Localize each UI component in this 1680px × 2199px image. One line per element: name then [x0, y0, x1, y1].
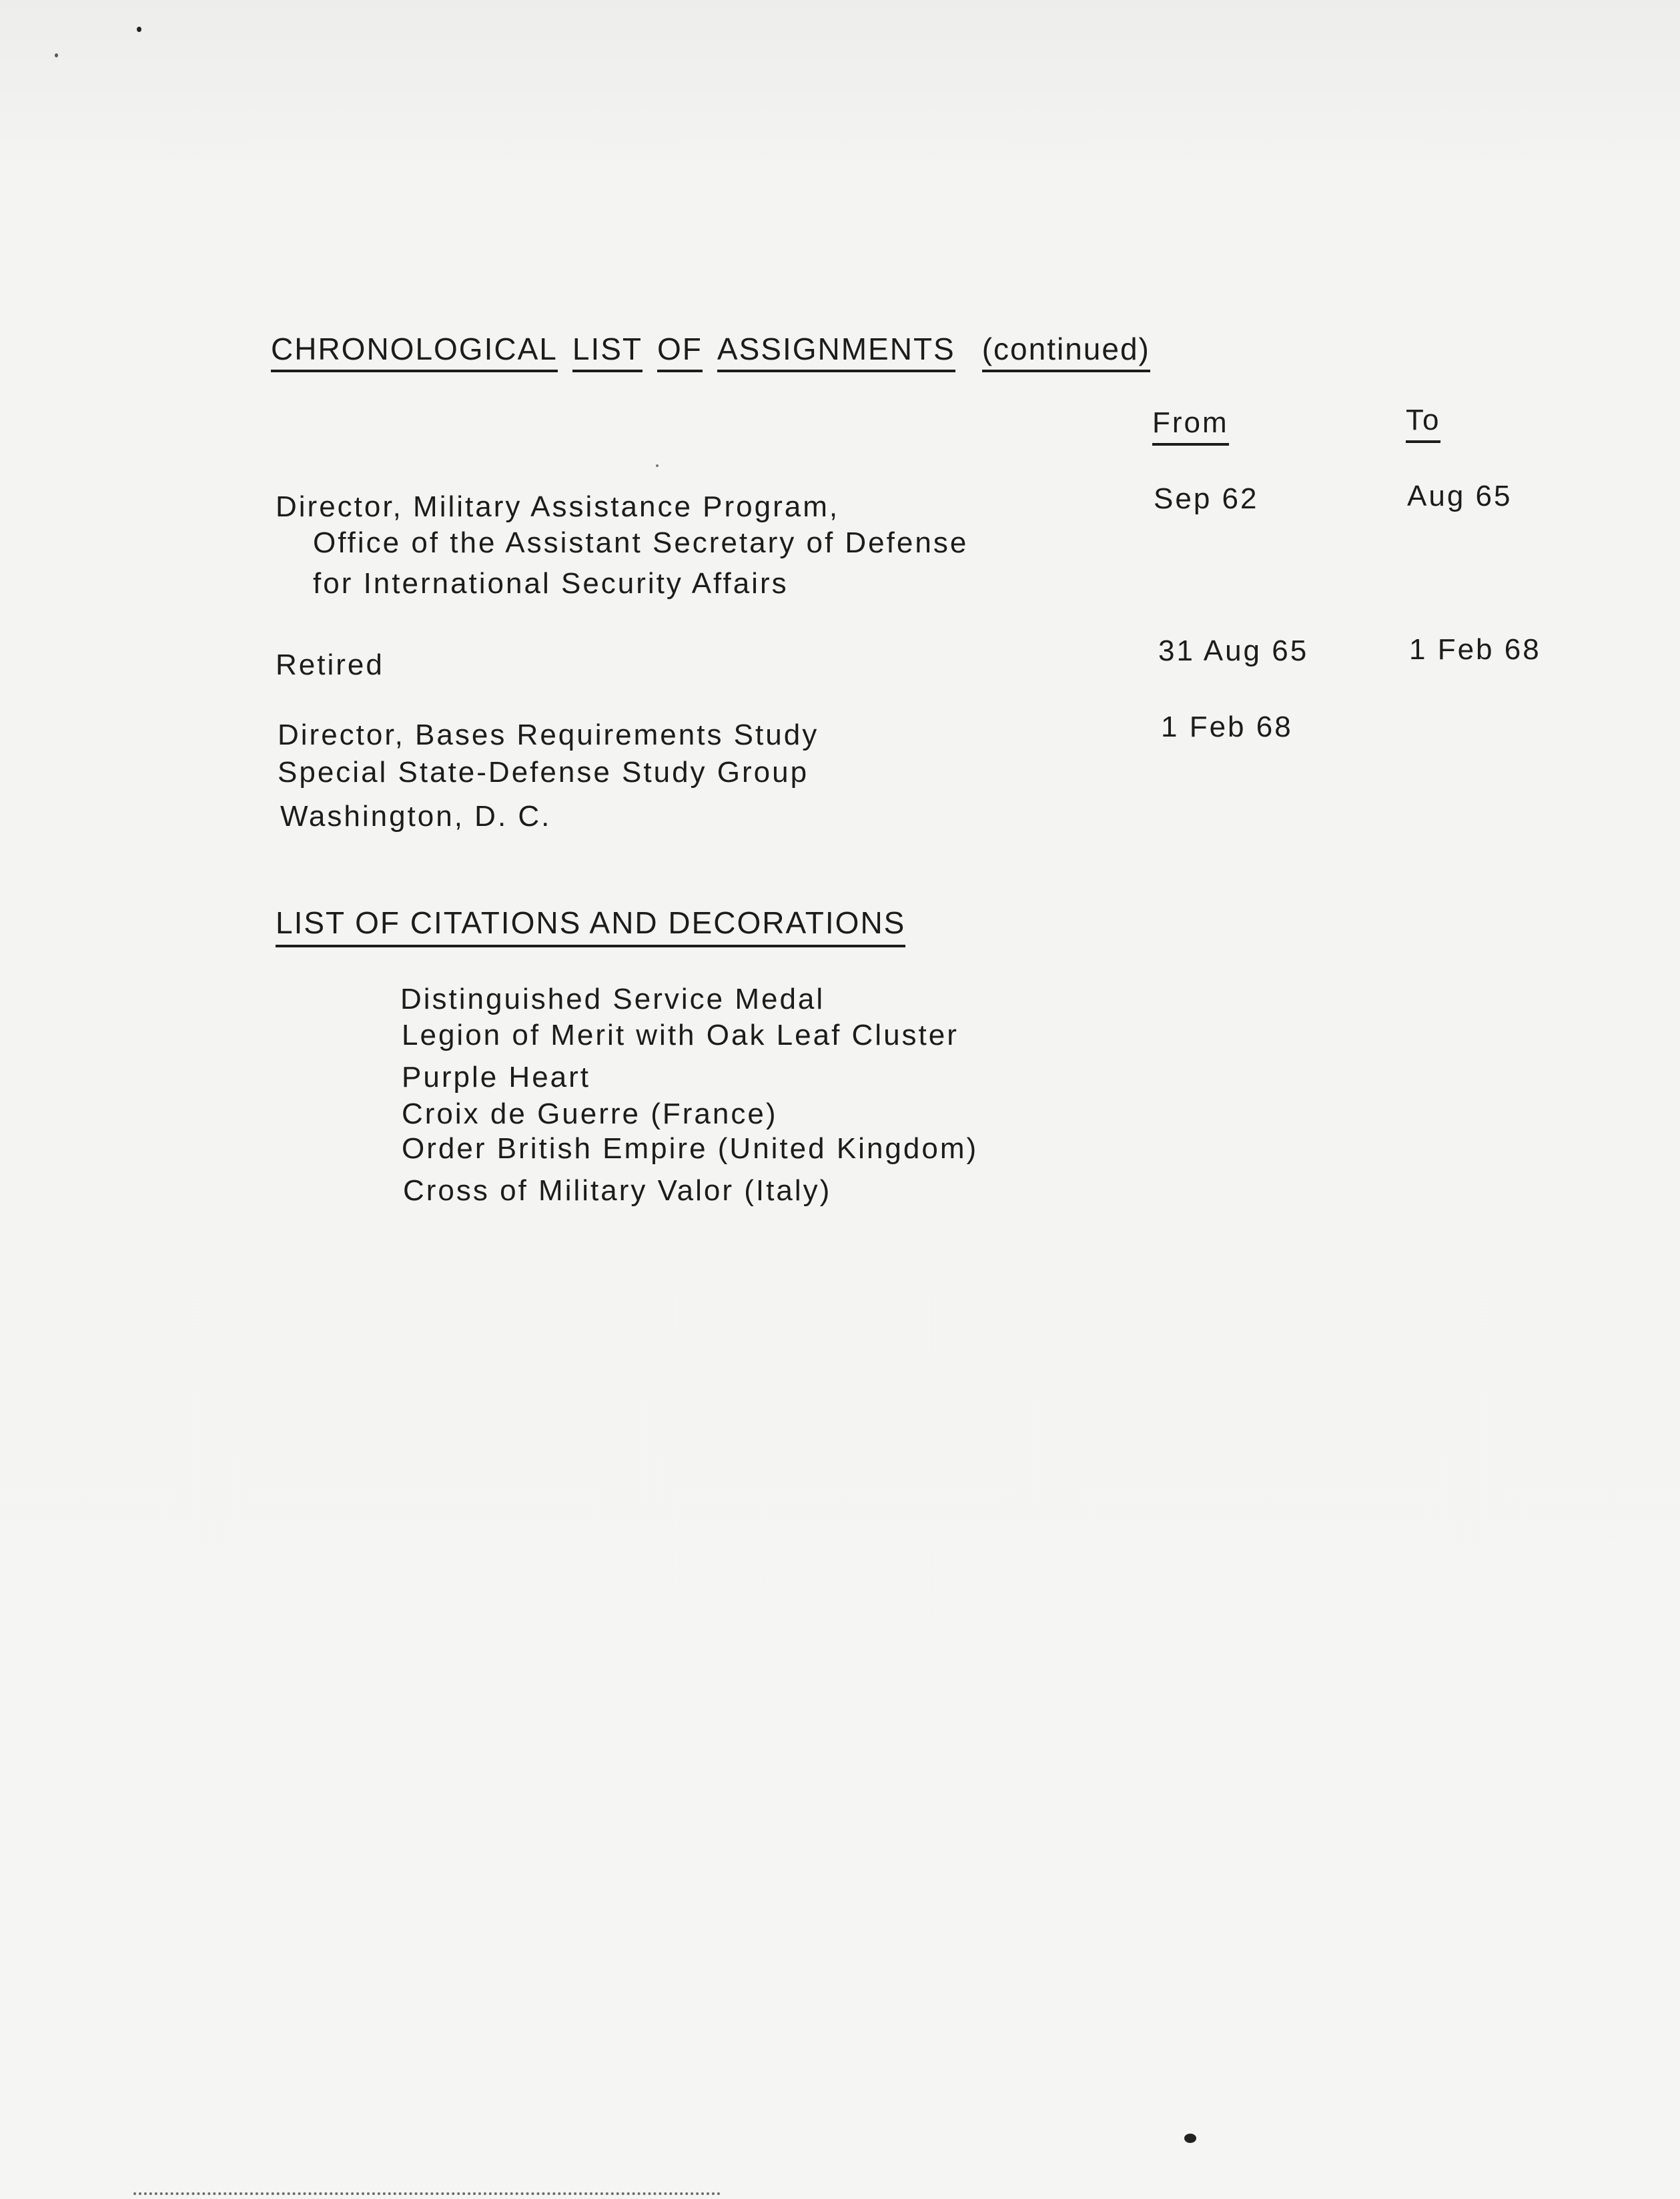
citation-item: Cross of Military Valor (Italy) — [403, 1174, 832, 1207]
assignment-line: for International Security Affairs — [313, 567, 789, 600]
bottom-edge-marks — [133, 2190, 721, 2195]
assignment-line: Washington, D. C. — [280, 800, 552, 833]
assignment-from: 1 Feb 68 — [1161, 711, 1293, 743]
assignment-line: Retired — [276, 648, 384, 681]
heading-word: OF — [657, 334, 703, 372]
assignment-line: Director, Military Assistance Program, — [276, 490, 840, 523]
assignment-from: Sep 62 — [1154, 482, 1259, 515]
assignment-line: Special State-Defense Study Group — [278, 756, 809, 789]
heading-word: CHRONOLOGICAL — [271, 334, 558, 372]
citation-item: Purple Heart — [402, 1061, 591, 1093]
citation-item: Croix de Guerre (France) — [402, 1097, 778, 1130]
heading-word: ASSIGNMENTS — [717, 334, 955, 372]
citations-heading: LIST OF CITATIONS AND DECORATIONS — [276, 907, 905, 947]
assignment-line: Director, Bases Requirements Study — [278, 719, 819, 751]
column-header-from: From — [1152, 408, 1229, 446]
assignment-to: 1 Feb 68 — [1409, 633, 1541, 666]
paper-speck — [55, 53, 58, 57]
citation-item: Distinguished Service Medal — [400, 983, 825, 1015]
assignment-from: 31 Aug 65 — [1158, 634, 1309, 667]
heading-word: (continued) — [982, 334, 1150, 372]
paper-speck — [656, 464, 659, 467]
citation-item: Legion of Merit with Oak Leaf Cluster — [402, 1019, 959, 1051]
assignment-to: Aug 65 — [1407, 480, 1513, 512]
paper-speck — [137, 27, 141, 32]
chronological-heading — [271, 334, 1165, 372]
citation-item: Order British Empire (United Kingdom) — [402, 1132, 979, 1165]
paper-speck — [1184, 2134, 1196, 2143]
assignment-line: Office of the Assistant Secretary of Defense — [313, 526, 969, 559]
column-header-to: To — [1406, 406, 1440, 443]
heading-word: LIST — [572, 334, 643, 372]
